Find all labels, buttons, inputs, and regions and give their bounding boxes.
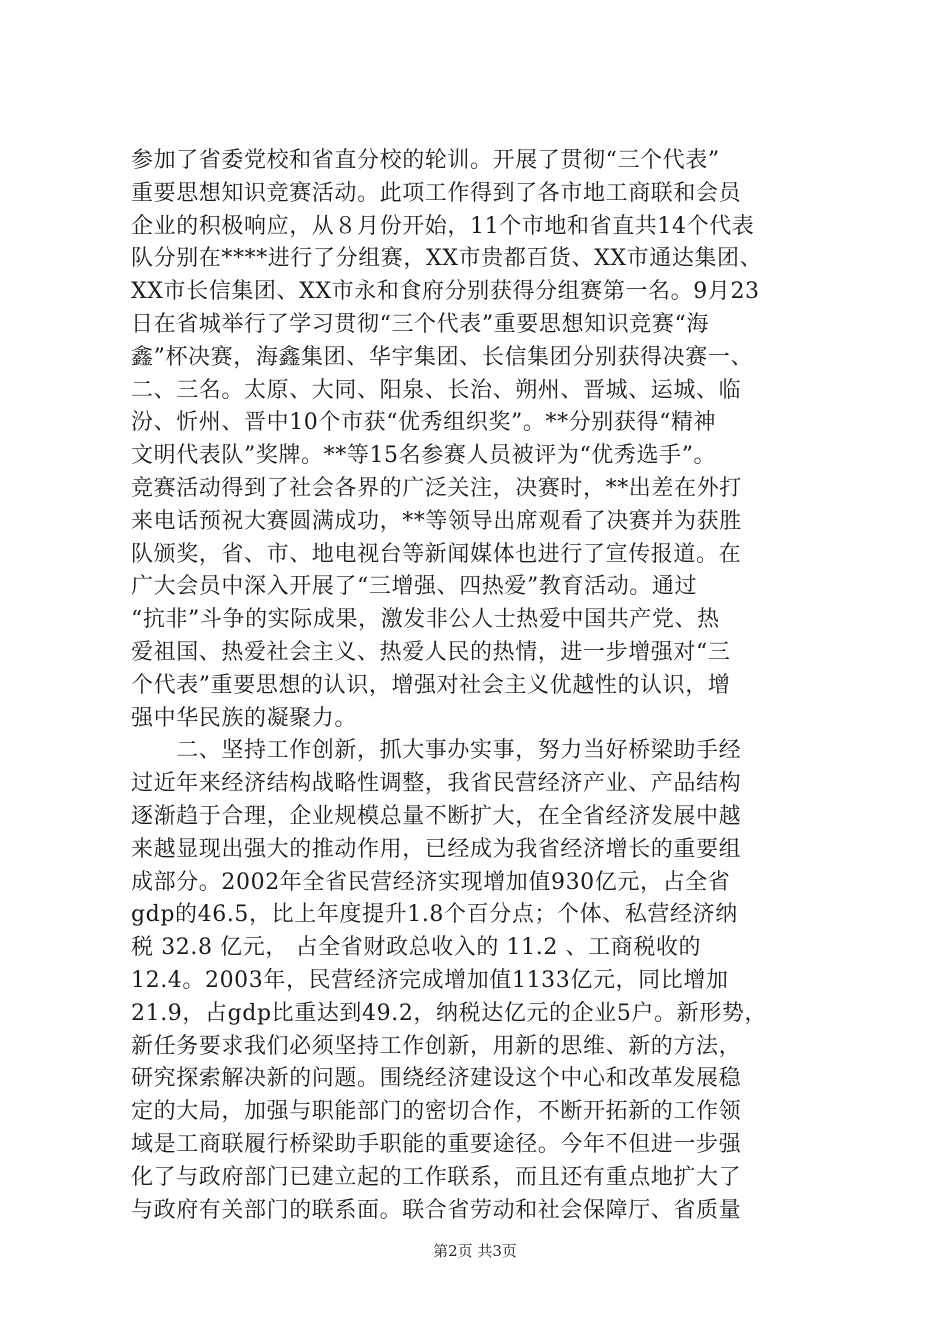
- text-line: 二、三名。太原、大同、阳泉、长治、朔州、晋城、运城、临: [131, 377, 742, 403]
- text-line: 来电话预祝大赛圆满成功，**等领导出席观看了决赛并为获胜: [131, 508, 742, 534]
- text-line: 研究探索解决新的问题。围绕经济建设这个中心和改革发展稳: [131, 1066, 742, 1092]
- text-line: 来越显现出强大的推动作用，已经成为我省经济增长的重要组: [131, 836, 742, 862]
- text-line: 过近年来经济结构战略性调整，我省民营经济产业、产品结构: [131, 771, 742, 797]
- text-line: 化了与政府部门已建立起的工作联系，而且还有重点地扩大了: [131, 1164, 742, 1190]
- text-line: XX市长信集团、XX市永和食府分别获得分组赛第一名。9月23: [131, 279, 760, 305]
- text-line: 与政府有关部门的联系面。联合省劳动和社会保障厅、省质量: [131, 1197, 742, 1223]
- text-line: 域是工商联履行桥梁助手职能的重要途径。今年不但进一步强: [131, 1131, 742, 1157]
- text-line: 21.9，占gdp比重达到49.2，纳税达亿元的企业5户。新形势，: [131, 1000, 768, 1026]
- text-line: 个代表”重要思想的认识，增强对社会主义优越性的认识，增: [131, 672, 731, 698]
- text-line: 队颁奖，省、市、地电视台等新闻媒体也进行了宣传报道。在: [131, 541, 742, 567]
- page-footer: 第2页 共3页: [433, 1242, 517, 1260]
- body-text: [131, 145, 831, 1227]
- text-line: 定的大局，加强与职能部门的密切合作，不断开拓新的工作领: [131, 1099, 742, 1125]
- text-line: 日在省城举行了学习贯彻“三个代表”重要思想知识竞赛“海: [131, 311, 709, 337]
- text-line: 二、坚持工作创新，抓大事办实事，努力当好桥梁助手经: [131, 738, 742, 764]
- text-line: 逐渐趋于合理，企业规模总量不断扩大，在全省经济发展中越: [131, 803, 742, 829]
- text-line: 汾、忻州、晋中10个市获“优秀组织奖”。**分别获得“精神: [131, 410, 717, 436]
- text-line: 文明代表队”奖牌。**等15名参赛人员被评为“优秀选手”。: [131, 443, 717, 469]
- text-line: 队分别在****进行了分组赛，XX市贵都百货、XX市通达集团、: [131, 246, 763, 272]
- text-line: 成部分。2002年全省民营经济实现增加值930亿元，占全省: [131, 869, 731, 895]
- text-line: 税 32.8 亿元， 占全省财政总收入的 11.2 、工商税收的: [131, 935, 702, 961]
- text-line: 企业的积极响应，从８月份开始，11个市地和省直共14个代表: [131, 213, 755, 239]
- text-line: gdp的46.5，比上年度提升1.8个百分点；个体、私营经济纳: [131, 902, 738, 928]
- text-line: 广大会员中深入开展了“三增强、四热爱”教育活动。通过: [131, 574, 698, 600]
- text-line: 参加了省委党校和省直分校的轮训。开展了贯彻“三个代表”: [131, 148, 720, 173]
- text-line: 爱祖国、热爱社会主义、热爱人民的热情，进一步增强对“三: [131, 639, 731, 665]
- text-line: 新任务要求我们必须坚持工作创新，用新的思维、新的方法，: [131, 1033, 742, 1059]
- text-line: 竞赛活动得到了社会各界的广泛关注，决赛时，**出差在外打: [131, 475, 742, 501]
- text-line: “抗非”斗争的实际成果，激发非公人士热爱中国共产党、热: [131, 607, 720, 633]
- text-line: 重要思想知识竞赛活动。此项工作得到了各市地工商联和会员: [131, 180, 742, 206]
- text-line: 强中华民族的凝聚力。: [131, 705, 358, 731]
- text-line: 12.4。2003年，民营经济完成增加值1133亿元，同比增加: [131, 967, 729, 993]
- text-line: 鑫”杯决赛，海鑫集团、华宇集团、长信集团分别获得决赛一、: [131, 344, 754, 370]
